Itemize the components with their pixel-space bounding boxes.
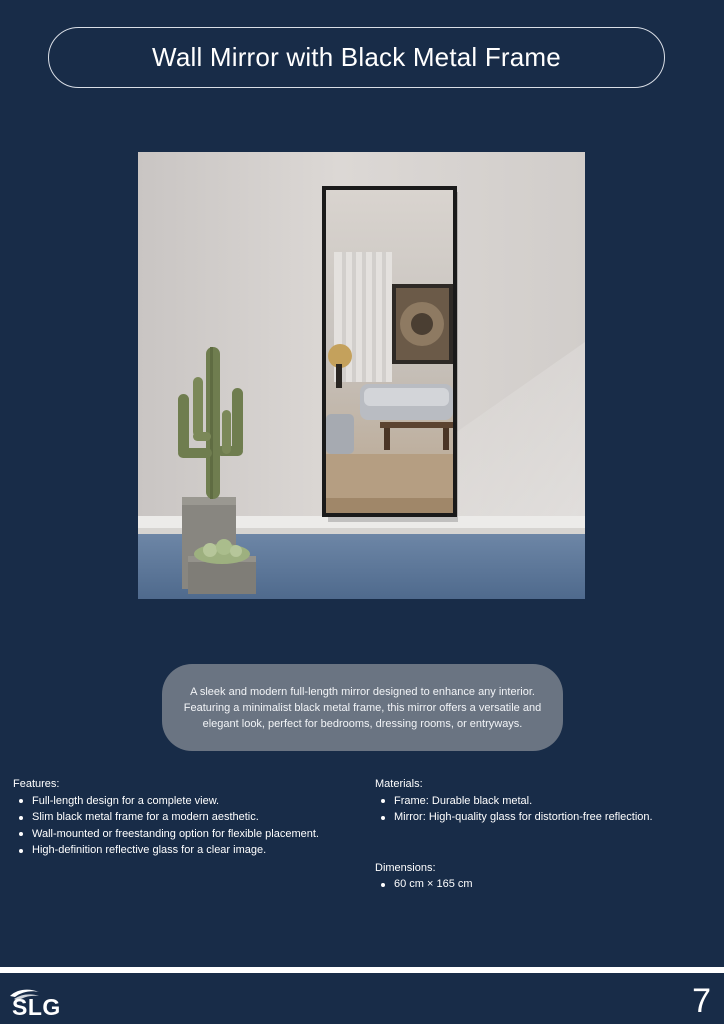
list-item: Frame: Durable black metal. xyxy=(375,793,720,810)
product-photo xyxy=(138,152,585,599)
mirror-icon xyxy=(322,186,458,522)
footer-divider xyxy=(0,967,724,973)
list-item: Full-length design for a complete view. xyxy=(13,793,373,810)
logo-text: SLG xyxy=(12,994,61,1020)
page-title: Wall Mirror with Black Metal Frame xyxy=(152,42,561,72)
spacer xyxy=(375,826,720,860)
materials-heading: Materials: xyxy=(375,778,423,790)
page-number: 7 xyxy=(692,982,711,1020)
title-pill xyxy=(48,27,665,88)
product-photo-illustration xyxy=(138,152,585,599)
description-pill xyxy=(162,664,563,751)
list-item: Mirror: High-quality glass for distortion-free reflection. xyxy=(375,809,720,826)
list-item: Wall-mounted or freestanding option for flexible placement. xyxy=(13,826,373,843)
list-item: 60 cm × 165 cm xyxy=(375,876,720,893)
list-item: Slim black metal frame for a modern aesthetic. xyxy=(13,809,373,826)
materials-list xyxy=(375,793,720,826)
features-section xyxy=(13,776,373,859)
dimensions-heading: Dimensions: xyxy=(375,861,436,874)
specs-section xyxy=(375,776,720,893)
description-text: A sleek and modern full-length mirror designed to enhance any interior. Featuring a minimalist black metal frame, this mirror offers a versatile and elegant look, perfect for bedrooms, dressing rooms, or entryways. xyxy=(183,685,542,730)
features-list xyxy=(13,793,373,859)
features-heading: Features: xyxy=(13,778,60,790)
dimensions-list xyxy=(375,876,720,893)
list-item: High-definition reflective glass for a clear image. xyxy=(13,842,373,859)
